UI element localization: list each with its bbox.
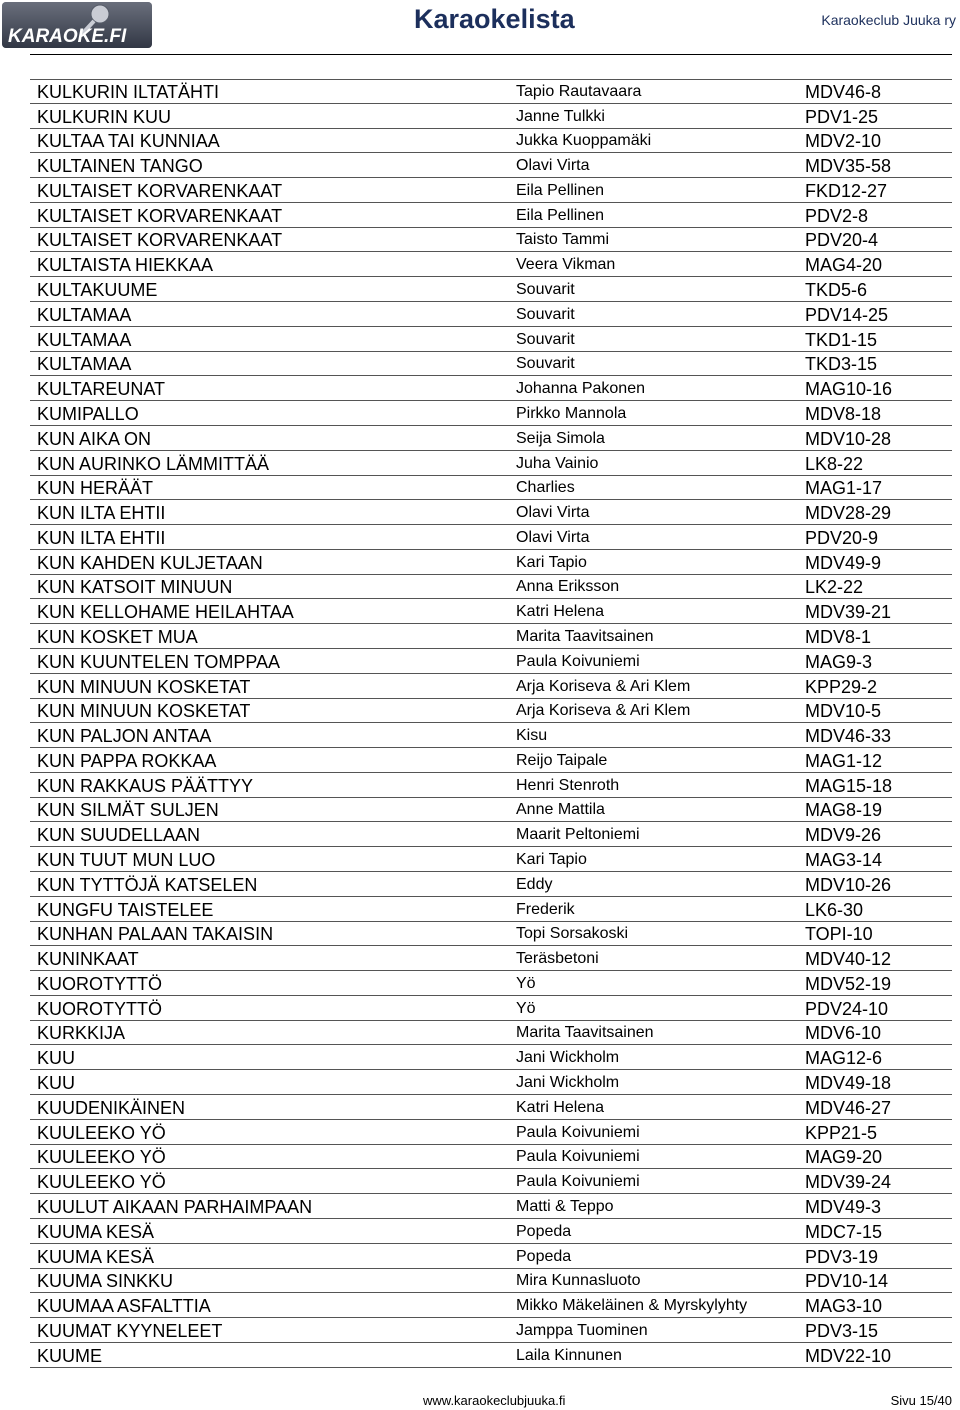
song-row bbox=[30, 996, 952, 1021]
song-title: KULTAISET KORVARENKAAT bbox=[37, 230, 283, 251]
song-artist: Jani Wickholm bbox=[516, 1074, 620, 1092]
song-code: PDV3-19 bbox=[805, 1246, 879, 1267]
song-artist: Souvarit bbox=[516, 355, 575, 373]
song-code: MDV8-18 bbox=[805, 403, 882, 424]
song-title: KULTAINEN TANGO bbox=[37, 156, 203, 177]
song-title: KUUME bbox=[37, 1345, 103, 1366]
song-title: KUN AIKA ON bbox=[37, 428, 152, 449]
song-code: MDV35-58 bbox=[805, 156, 892, 177]
song-row bbox=[30, 525, 952, 550]
song-row bbox=[30, 104, 952, 129]
song-artist: Souvarit bbox=[516, 330, 575, 348]
song-artist: Eddy bbox=[516, 875, 553, 893]
song-title: KULTAMAA bbox=[37, 354, 132, 375]
song-artist: Marita Taavitsainen bbox=[516, 1024, 654, 1042]
song-artist: Jamppa Tuominen bbox=[516, 1321, 648, 1339]
song-artist: Mira Kunnasluoto bbox=[516, 1272, 641, 1290]
song-row bbox=[30, 476, 952, 501]
song-title: KUN SILMÄT SULJEN bbox=[37, 800, 219, 821]
song-row bbox=[30, 426, 952, 451]
song-row bbox=[30, 376, 952, 401]
song-code: MDC7-15 bbox=[805, 1221, 883, 1242]
song-row bbox=[30, 1244, 952, 1269]
song-row bbox=[30, 228, 952, 253]
song-row bbox=[30, 550, 952, 575]
song-artist: Matti & Teppo bbox=[516, 1197, 614, 1215]
song-row bbox=[30, 327, 952, 352]
song-artist: Olavi Virta bbox=[516, 504, 590, 522]
song-artist: Eila Pellinen bbox=[516, 181, 605, 199]
song-row bbox=[30, 203, 952, 228]
song-code: MAG3-14 bbox=[805, 850, 883, 870]
song-title: KUN KOSKET MUA bbox=[37, 626, 198, 647]
song-code: MDV49-9 bbox=[805, 552, 882, 573]
song-artist: Veera Vikman bbox=[516, 256, 616, 274]
song-artist: Katri Helena bbox=[516, 603, 605, 621]
song-code: MAG3-10 bbox=[805, 1296, 883, 1317]
song-row bbox=[30, 723, 952, 748]
song-code: MAG12-6 bbox=[805, 1048, 883, 1069]
song-artist: Tapio Rautavaara bbox=[516, 82, 642, 100]
song-row bbox=[30, 773, 952, 798]
song-code: PDV24-10 bbox=[805, 998, 889, 1019]
song-artist: Janne Tulkki bbox=[516, 107, 605, 125]
song-code: MAG1-17 bbox=[805, 478, 883, 499]
song-artist: Jani Wickholm bbox=[516, 1049, 620, 1067]
song-code: MDV6-10 bbox=[805, 1023, 882, 1044]
club-name: Karaokeclub Juuka ry bbox=[821, 12, 956, 28]
song-title: KUOROTYTTÖ bbox=[37, 973, 162, 994]
song-row bbox=[30, 1169, 952, 1194]
song-title: KUN ILTA EHTII bbox=[37, 527, 166, 548]
song-row bbox=[30, 451, 952, 476]
song-row bbox=[30, 971, 952, 996]
song-row bbox=[30, 153, 952, 178]
song-artist: Pirkko Mannola bbox=[516, 404, 627, 422]
song-artist: Maarit Peltoniemi bbox=[516, 826, 640, 844]
song-code: PDV2-8 bbox=[805, 205, 869, 226]
song-title: KUUMA KESÄ bbox=[37, 1246, 155, 1267]
song-artist: Taisto Tammi bbox=[516, 231, 610, 249]
song-code: MAG10-16 bbox=[805, 379, 893, 400]
song-row bbox=[30, 674, 952, 699]
song-row bbox=[30, 575, 952, 600]
song-title: KUN ILTA EHTII bbox=[37, 503, 166, 524]
song-list bbox=[30, 79, 952, 1368]
song-artist: Paula Koivuniemi bbox=[516, 1148, 640, 1166]
song-row bbox=[30, 401, 952, 426]
song-code: MAG4-20 bbox=[805, 255, 883, 276]
song-code: LK2-22 bbox=[805, 577, 864, 598]
song-code: MDV46-8 bbox=[805, 81, 882, 102]
song-title: KUULUT AIKAAN PARHAIMPAAN bbox=[37, 1196, 313, 1217]
song-artist: Johanna Pakonen bbox=[516, 380, 645, 398]
song-row bbox=[30, 129, 952, 154]
song-artist: Yö bbox=[516, 999, 536, 1017]
song-row bbox=[30, 1070, 952, 1095]
song-title: KUN KELLOHAME HEILAHTAA bbox=[37, 602, 294, 623]
song-artist: Kari Tapio bbox=[516, 851, 587, 868]
song-code: PDV20-4 bbox=[805, 230, 879, 251]
song-row bbox=[30, 748, 952, 773]
song-title: KUN KAHDEN KULJETAAN bbox=[37, 552, 263, 573]
song-title: KUOROTYTTÖ bbox=[37, 998, 162, 1019]
song-title: KUN TYTTÖJÄ KATSELEN bbox=[37, 874, 258, 895]
song-row bbox=[30, 252, 952, 277]
song-code: MAG8-19 bbox=[805, 800, 883, 821]
song-title: KUUMA SINKKU bbox=[37, 1271, 174, 1292]
song-code: TKD3-15 bbox=[805, 354, 878, 375]
song-artist: Juha Vainio bbox=[516, 454, 599, 472]
karaoke-logo bbox=[2, 2, 152, 48]
song-artist: Arja Koriseva & Ari Klem bbox=[516, 702, 691, 720]
song-artist: Anna Eriksson bbox=[516, 578, 620, 596]
song-row bbox=[30, 1293, 952, 1318]
song-code: PDV20-9 bbox=[805, 527, 879, 548]
song-artist: Anne Mattila bbox=[516, 801, 605, 819]
song-title: KUN MINUUN KOSKETAT bbox=[37, 701, 251, 722]
song-row bbox=[30, 277, 952, 302]
song-title: KUN SUUDELLAAN bbox=[37, 825, 201, 846]
song-title: KUN PALJON ANTAA bbox=[37, 726, 212, 747]
song-row bbox=[30, 1318, 952, 1343]
song-title: KUN KUUNTELEN TOMPPAA bbox=[37, 651, 281, 672]
song-artist: Reijo Taipale bbox=[516, 751, 608, 769]
song-artist: Frederik bbox=[516, 900, 575, 918]
song-row bbox=[30, 1045, 952, 1070]
song-code: MDV2-10 bbox=[805, 131, 882, 152]
footer-url: www.karaokeclubjuuka.fi bbox=[423, 1393, 566, 1408]
song-row bbox=[30, 79, 952, 104]
song-code: MAG15-18 bbox=[805, 775, 893, 796]
song-row bbox=[30, 302, 952, 327]
song-title: KUMIPALLO bbox=[37, 403, 139, 424]
song-row bbox=[30, 599, 952, 624]
song-row bbox=[30, 922, 952, 947]
song-row bbox=[30, 1269, 952, 1294]
song-row bbox=[30, 649, 952, 674]
song-row bbox=[30, 822, 952, 847]
song-artist: Souvarit bbox=[516, 281, 575, 299]
microphone-logo-icon bbox=[2, 2, 152, 48]
song-code: MDV39-24 bbox=[805, 1172, 892, 1193]
song-code: MDV46-27 bbox=[805, 1097, 892, 1118]
song-artist: Paula Koivuniemi bbox=[516, 1123, 640, 1141]
song-code: MAG9-20 bbox=[805, 1147, 883, 1168]
song-artist: Charlies bbox=[516, 479, 575, 497]
song-title: KUNINKAAT bbox=[37, 949, 139, 970]
song-title: KULTAISET KORVARENKAAT bbox=[37, 205, 283, 226]
song-title: KURKKIJA bbox=[37, 1023, 126, 1044]
song-row bbox=[30, 946, 952, 971]
song-title: KUN RAKKAUS PÄÄTTYY bbox=[37, 775, 254, 796]
song-artist: Kari Tapio bbox=[516, 553, 587, 571]
song-row bbox=[30, 178, 952, 203]
song-title: KUULEEKO YÖ bbox=[37, 1172, 166, 1193]
song-artist: Popeda bbox=[516, 1222, 572, 1240]
song-title: KUNHAN PALAAN TAKAISIN bbox=[37, 924, 274, 945]
song-artist: Topi Sorsakoski bbox=[516, 925, 629, 943]
song-title: KULTAISTA HIEKKAA bbox=[37, 255, 214, 276]
header-divider bbox=[30, 54, 952, 55]
song-title: KUN KATSOIT MINUUN bbox=[37, 577, 233, 598]
song-code: MAG9-3 bbox=[805, 651, 873, 672]
song-artist: Olavi Virta bbox=[516, 528, 590, 546]
song-code: FKD12-27 bbox=[805, 180, 888, 201]
song-code: MDV52-19 bbox=[805, 973, 892, 994]
song-code: MDV10-26 bbox=[805, 874, 892, 895]
song-row bbox=[30, 872, 952, 897]
song-artist: Yö bbox=[516, 974, 536, 992]
song-title: KULTAMAA bbox=[37, 329, 132, 350]
song-row bbox=[30, 1021, 952, 1046]
song-row bbox=[30, 1120, 952, 1145]
song-code: MDV8-1 bbox=[805, 626, 872, 647]
song-row bbox=[30, 847, 952, 872]
song-artist: Laila Kinnunen bbox=[516, 1346, 622, 1364]
song-artist: Paula Koivuniemi bbox=[516, 1173, 640, 1191]
song-code: PDV1-25 bbox=[805, 106, 879, 127]
song-artist: Marita Taavitsainen bbox=[516, 627, 654, 645]
song-code: TOPI-10 bbox=[805, 924, 873, 945]
song-title: KUUDENIKÄINEN bbox=[37, 1097, 186, 1118]
song-code: MAG1-12 bbox=[805, 750, 883, 771]
song-code: KPP21-5 bbox=[805, 1122, 878, 1143]
song-artist: Souvarit bbox=[516, 305, 575, 323]
svg-text:KARAOKE.FI: KARAOKE.FI bbox=[8, 26, 127, 47]
song-artist: Popeda bbox=[516, 1247, 572, 1265]
song-artist: Katri Helena bbox=[516, 1098, 605, 1116]
song-artist: Henri Stenroth bbox=[516, 776, 620, 794]
song-title: KUUMAT KYYNELEET bbox=[37, 1320, 223, 1341]
song-code: PDV10-14 bbox=[805, 1271, 889, 1292]
song-code: PDV3-15 bbox=[805, 1320, 879, 1341]
song-code: MDV40-12 bbox=[805, 949, 892, 970]
song-row bbox=[30, 1219, 952, 1244]
song-title: KUN MINUUN KOSKETAT bbox=[37, 676, 251, 697]
song-code: KPP29-2 bbox=[805, 676, 878, 697]
song-title: KUUMAA ASFALTTIA bbox=[37, 1296, 211, 1317]
song-artist: Arja Koriseva & Ari Klem bbox=[516, 677, 691, 695]
song-code: MDV39-21 bbox=[805, 602, 892, 623]
song-title: KULTAMAA bbox=[37, 304, 132, 325]
song-title: KULKURIN ILTATÄHTI bbox=[37, 81, 220, 102]
song-row bbox=[30, 798, 952, 823]
song-code: TKD5-6 bbox=[805, 280, 868, 301]
song-title: KUULEEKO YÖ bbox=[37, 1147, 166, 1168]
song-title: KUN PAPPA ROKKAA bbox=[37, 750, 217, 771]
song-row bbox=[30, 500, 952, 525]
song-code: TKD1-15 bbox=[805, 329, 878, 350]
song-code: LK8-22 bbox=[805, 453, 864, 474]
song-title: KUN HERÄÄT bbox=[37, 478, 154, 499]
song-title: KULKURIN KUU bbox=[37, 106, 172, 127]
song-artist: Jukka Kuoppamäki bbox=[516, 132, 652, 150]
song-code: MDV28-29 bbox=[805, 503, 892, 524]
song-code: MDV22-10 bbox=[805, 1345, 892, 1366]
song-title: KUUMA KESÄ bbox=[37, 1221, 155, 1242]
song-row bbox=[30, 1095, 952, 1120]
song-row bbox=[30, 1145, 952, 1170]
song-artist: Olavi Virta bbox=[516, 157, 590, 175]
song-artist: Kisu bbox=[516, 727, 548, 745]
song-title: KUN AURINKO LÄMMITTÄÄ bbox=[37, 453, 270, 474]
song-row bbox=[30, 1194, 952, 1219]
song-artist: Seija Simola bbox=[516, 429, 605, 447]
song-code: LK6-30 bbox=[805, 899, 864, 920]
song-row bbox=[30, 1343, 952, 1368]
page-number: Sivu 15/40 bbox=[890, 1393, 952, 1408]
song-code: MDV49-18 bbox=[805, 1073, 892, 1094]
song-code: MDV10-5 bbox=[805, 701, 882, 722]
song-title: KULTAREUNAT bbox=[37, 379, 166, 400]
song-code: MDV9-26 bbox=[805, 825, 882, 846]
song-row bbox=[30, 699, 952, 724]
song-title: KULTAKUUME bbox=[37, 280, 158, 301]
song-row bbox=[30, 352, 952, 377]
song-title: KULTAA TAI KUNNIAA bbox=[37, 131, 220, 152]
song-title: KUULEEKO YÖ bbox=[37, 1122, 166, 1143]
song-code: PDV14-25 bbox=[805, 304, 889, 325]
song-artist: Teräsbetoni bbox=[516, 950, 599, 968]
document-title: Karaokelista bbox=[414, 4, 575, 34]
song-artist: Paula Koivuniemi bbox=[516, 652, 640, 670]
song-title: KUU bbox=[37, 1048, 76, 1069]
song-title: KUN TUUT MUN LUO bbox=[37, 850, 216, 870]
song-title: KULTAISET KORVARENKAAT bbox=[37, 180, 283, 201]
song-artist: Eila Pellinen bbox=[516, 206, 605, 224]
song-row bbox=[30, 897, 952, 922]
song-artist: Mikko Mäkeläinen & Myrskylyhty bbox=[516, 1297, 748, 1315]
song-title: KUNGFU TAISTELEE bbox=[37, 899, 214, 920]
song-title: KUU bbox=[37, 1073, 76, 1094]
song-code: MDV46-33 bbox=[805, 726, 892, 747]
song-code: MDV10-28 bbox=[805, 428, 892, 449]
song-code: MDV49-3 bbox=[805, 1196, 882, 1217]
song-row bbox=[30, 624, 952, 649]
